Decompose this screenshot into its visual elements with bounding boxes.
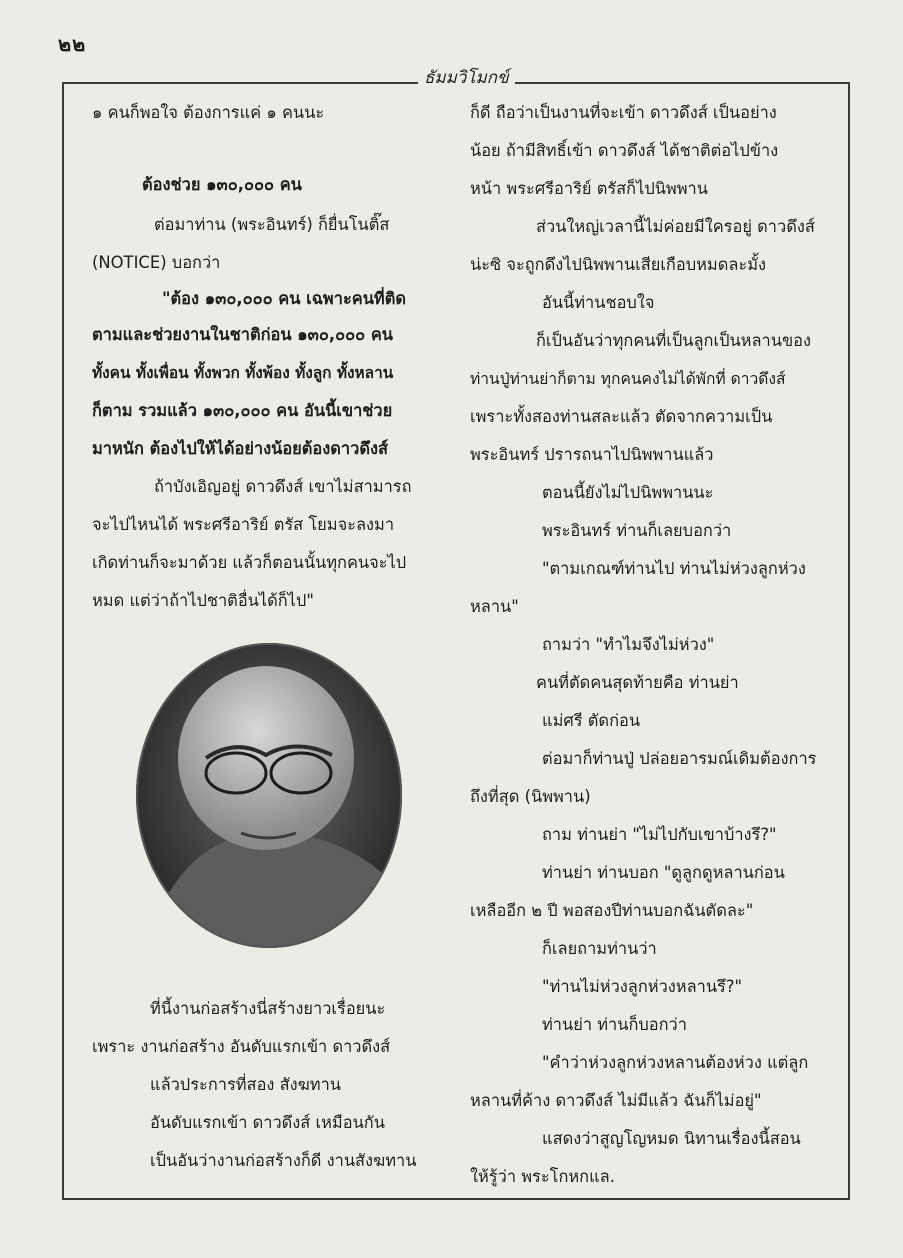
text-line: ทั้งคน ทั้งเพื่อน ทั้งพวก ทั้งพ้อง ทั้งลูก ทั้งหลาน xyxy=(92,364,394,382)
text-line: ตอนนี้ยังไม่ไปนิพพานนะ xyxy=(542,483,714,502)
text-line: ท่านย่า ท่านบอก "ดูลูกดูหลานก่อน xyxy=(542,863,785,882)
text-line: เป็นอันว่างานก่อสร้างก็ดี งานสังฆทาน xyxy=(150,1151,417,1170)
text-line: อันดับแรกเข้า ดาวดึงส์ เหมือนกัน xyxy=(150,1113,385,1132)
text-line: พระอินทร์ ท่านก็เลยบอกว่า xyxy=(542,521,732,540)
running-title: ธัมมวิโมกข์ xyxy=(418,64,515,91)
text-line: "ท่านไม่ห่วงลูกห่วงหลานรึ?" xyxy=(542,977,743,996)
text-line: ก็เป็นอันว่าทุกคนที่เป็นลูกเป็นหลานของ xyxy=(536,331,811,350)
text-line: มาหนัก ต้องไปให้ได้อย่างน้อยต้องดาวดึงส์ xyxy=(92,439,388,458)
page-number: ๒๒ xyxy=(58,32,87,56)
text-line: หน้า พระศรีอาริย์ ตรัสก็ไปนิพพาน xyxy=(470,179,708,198)
text-line: หลาน" xyxy=(470,597,519,616)
text-line: พระอินทร์ ปรารถนาไปนิพพานแล้ว xyxy=(470,445,714,464)
text-line: ถ้าบังเอิญอยู่ ดาวดึงส์ เขาไม่สามารถ xyxy=(154,477,412,496)
text-line: ต่อมาก็ท่านปู่ ปล่อยอารมณ์เดิมต้องการ xyxy=(542,749,817,768)
text-line: ก็ดี ถือว่าเป็นงานที่จะเข้า ดาวดึงส์ เป็นอย่าง xyxy=(470,103,777,122)
text-line: ๑ คนก็พอใจ ต้องการแค่ ๑ คนนะ xyxy=(92,103,325,122)
text-line: ที่นี้งานก่อสร้างนี่สร้างยาวเรื่อยนะ xyxy=(150,999,386,1018)
text-line: "ต้อง ๑๓๐,๐๐๐ คน เฉพาะคนที่ติด xyxy=(162,289,407,308)
text-line: ให้รู้ว่า พระโกหกแล. xyxy=(470,1167,615,1186)
text-line: เหลืออีก ๒ ปี พอสองปีท่านบอกฉันตัดละ" xyxy=(470,901,754,920)
text-line: เพราะ งานก่อสร้าง อันดับแรกเข้า ดาวดึงส์ xyxy=(92,1037,391,1056)
text-line: น่ะซิ จะถูกดึงไปนิพพานเสียเกือบหมดละมั้ง xyxy=(470,255,767,274)
text-line: ถาม ท่านย่า "ไม่ไปกับเขาบ้างรึ?" xyxy=(542,825,777,844)
text-line: "คำว่าห่วงลูกห่วงหลานต้องห่วง แต่ลูก xyxy=(542,1053,809,1072)
text-line: ท่านปู่ท่านย่าก็ตาม ทุกคนคงไม่ได้พักที่ ดาวดึงส์ xyxy=(470,370,786,388)
text-line: น้อย ถ้ามีสิทธิ์เข้า ดาวดึงส์ ได้ชาติต่อไปข้าง xyxy=(470,141,779,160)
text-line: ถึงที่สุด (นิพพาน) xyxy=(470,787,591,806)
text-line: (NOTICE) บอกว่า xyxy=(92,253,221,272)
text-line: ส่วนใหญ่เวลานี้ไม่ค่อยมีใครอยู่ ดาวดึงส์ xyxy=(536,217,815,236)
text-line: หลานที่ค้าง ดาวดึงส์ ไม่มีแล้ว ฉันก็ไม่อยู่" xyxy=(470,1091,762,1110)
text-line: เกิดท่านก็จะมาด้วย แล้วก็ตอนนั้นทุกคนจะไป xyxy=(92,553,407,572)
text-line: หมด แต่ว่าถ้าไปชาติอื่นได้ก็ไป" xyxy=(92,591,314,610)
text-line: อันนี้ท่านชอบใจ xyxy=(542,293,655,312)
text-line: แสดงว่าสูญโญหมด นิทานเรื่องนี้สอน xyxy=(542,1129,801,1148)
text-line: ต้องช่วย ๑๓๐,๐๐๐ คน xyxy=(142,175,302,194)
text-line: ตามและช่วยงานในชาติก่อน ๑๓๐,๐๐๐ คน xyxy=(92,325,393,344)
text-line: จะไปไหนได้ พระศรีอาริย์ ตรัส โยมจะลงมา xyxy=(92,515,395,534)
text-line: ก็เลยถามท่านว่า xyxy=(542,939,657,958)
text-line: คนที่ตัดคนสุดท้ายคือ ท่านย่า xyxy=(536,673,739,692)
text-line: ต่อมาท่าน (พระอินทร์) ก็ยื่นโนติ๊ส xyxy=(154,215,390,234)
text-line: "ตามเกณฑ์ท่านไป ท่านไม่ห่วงลูกห่วง xyxy=(542,559,806,578)
text-line: ก็ตาม รวมแล้ว ๑๓๐,๐๐๐ คน อันนี้เขาช่วย xyxy=(92,401,393,420)
text-line: ถามว่า "ทำไมจึงไม่ห่วง" xyxy=(542,635,715,654)
text-line: ท่านย่า ท่านก็บอกว่า xyxy=(542,1015,687,1034)
text-line: แล้วประการที่สอง สังฆทาน xyxy=(150,1075,342,1094)
text-line: แม่ศรี ตัดก่อน xyxy=(542,711,641,730)
text-line: เพราะทั้งสองท่านสละแล้ว ตัดจากความเป็น xyxy=(470,407,773,426)
portrait-photo xyxy=(136,643,402,948)
